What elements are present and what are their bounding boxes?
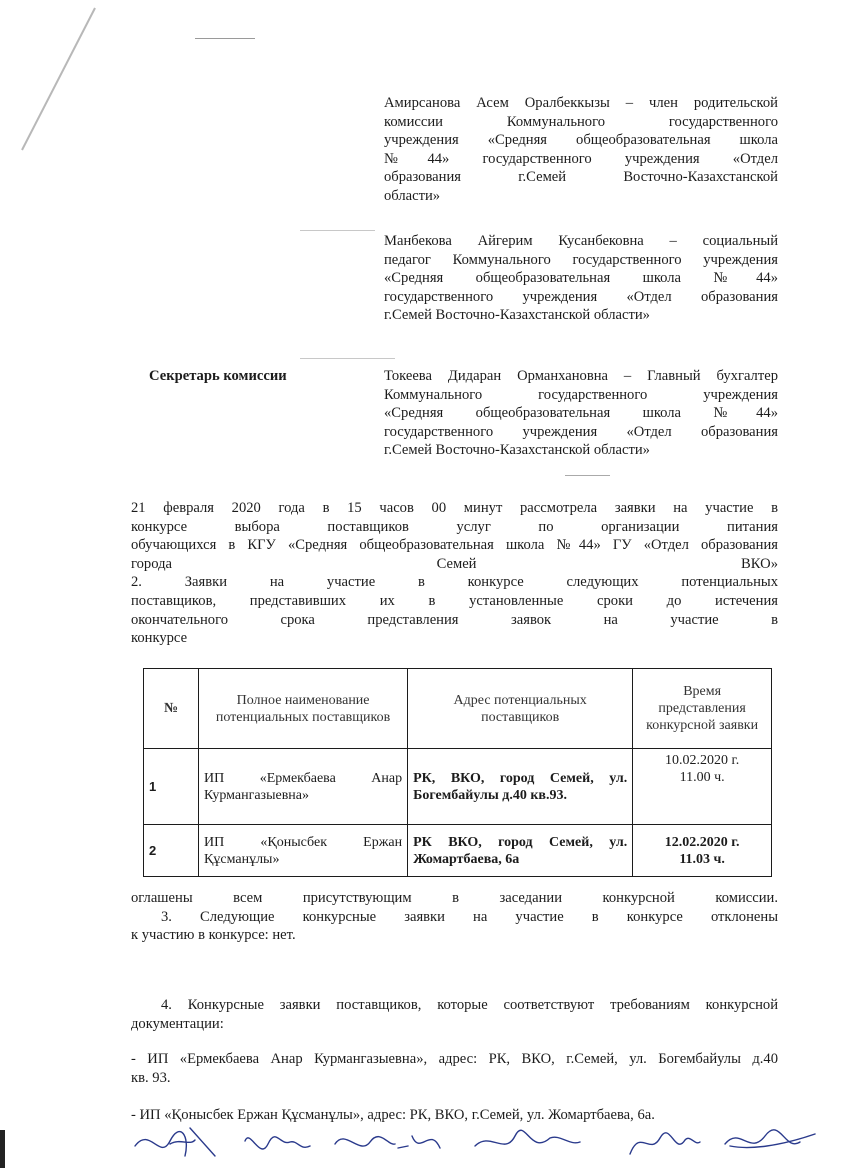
member-line: учреждения «Средняя общеобразовательная школа xyxy=(384,132,778,149)
row-time: 11.00 ч. xyxy=(679,770,725,785)
header-submission-time: Время представления конкурсной заявки xyxy=(633,669,772,749)
member-line: образования г.Семей Восточно-Казахстанской xyxy=(384,169,778,186)
text-line: поставщиков, представивших их в установленные сроки до истечения xyxy=(131,592,778,609)
row-supplier-name: ИП «Қонысбек Ержан Құсманұлы» xyxy=(199,825,408,877)
section-4-paragraph xyxy=(131,996,778,1033)
table-row xyxy=(144,749,772,825)
member-line: комиссии Коммунального государственного xyxy=(384,113,778,130)
member-line: педагог Коммунального государственного учреждения xyxy=(384,251,778,268)
text-line: конкурсе выбора поставщиков услуг по организации питания xyxy=(131,518,778,535)
member-line: Манбекова Айгерим Кусанбековна – социальный xyxy=(384,233,778,249)
member-line: г.Семей Восточно-Казахстанской области» xyxy=(384,307,650,324)
signature-line-member-2 xyxy=(300,230,375,231)
announcement-paragraph xyxy=(131,889,778,945)
signature-4 xyxy=(475,1130,580,1146)
member-line: Амирсанова Асем Оралбеккызы – член родительской xyxy=(384,95,778,111)
text-line: документации: xyxy=(131,1015,224,1032)
commission-secretary xyxy=(384,367,778,460)
table-row xyxy=(144,825,772,877)
row-supplier-address: РК, ВКО, город Семей, ул. Богембайулы д.40 кв.93. xyxy=(408,749,633,825)
signature-6 xyxy=(725,1130,815,1148)
text-line: кв. 93. xyxy=(131,1069,171,1086)
text-line: окончательного срока представления заявок на участие в xyxy=(131,611,778,628)
row-date: 12.02.2020 г. xyxy=(664,834,740,850)
row-supplier-name: ИП «Ермекбаева Анар Курмангазыевна» xyxy=(199,749,408,825)
secretary-label: Секретарь комиссии xyxy=(149,368,287,384)
signature-5 xyxy=(630,1133,700,1154)
signature-2 xyxy=(245,1137,310,1149)
intro-paragraph xyxy=(131,499,778,648)
commission-member-1 xyxy=(384,94,778,206)
text-line: - ИП «Қонысбек Ержан Құсманұлы», адрес: РК, ВКО, г.Семей, ул. Жомартбаева, 6а. xyxy=(131,1107,655,1123)
signature-line-bottom xyxy=(565,475,610,476)
scan-streak xyxy=(0,0,110,160)
member-line: Коммунального государственного учреждения xyxy=(384,386,778,403)
text-line: оглашены всем присутствующим в заседании конкурсной комиссии. xyxy=(131,890,778,906)
row-submission-time xyxy=(633,825,772,877)
member-line: №44» государственного учреждения «Отдел xyxy=(384,150,778,167)
member-line: Токеева Дидаран Орманхановна – Главный бухгалтер xyxy=(384,368,778,384)
row-number: 1 xyxy=(144,749,199,825)
text-line: конкурсе xyxy=(131,630,188,647)
signature-3 xyxy=(335,1136,440,1148)
text-line: 4. Конкурсные заявки поставщиков, которые соответствуют требованиям конкурсной xyxy=(161,997,778,1013)
member-line: «Средняя общеобразовательная школа №44» xyxy=(384,405,778,422)
member-line: государственного учреждения «Отдел образования xyxy=(384,423,778,440)
bids-table xyxy=(143,668,772,877)
header-supplier-address: Адрес потенциальных поставщиков xyxy=(408,669,633,749)
row-number: 2 xyxy=(144,825,199,877)
text-line: обучающихся в КГУ «Средняя общеобразовательная школа №44» ГУ «Отдел образования xyxy=(131,537,778,554)
text-line: города Семей ВКО» xyxy=(131,555,778,572)
signature-line-secretary xyxy=(300,358,395,359)
table-header-row xyxy=(144,669,772,749)
header-number: № xyxy=(144,669,199,749)
member-line: области» xyxy=(384,187,441,204)
scan-edge-mark xyxy=(0,1130,5,1168)
signatures-row xyxy=(130,1116,820,1168)
signature-line-top xyxy=(195,38,255,39)
supplier-1-entry xyxy=(131,1050,778,1087)
signature-1 xyxy=(135,1128,215,1156)
row-submission-time xyxy=(633,749,772,825)
header-supplier-name: Полное наименование потенциальных поставщиков xyxy=(199,669,408,749)
row-time: 11.03 ч. xyxy=(679,851,725,867)
text-line: 21 февраля 2020 года в 15 часов 00 минут рассмотрела заявки на участие в xyxy=(131,500,778,516)
member-line: г.Семей Восточно-Казахстанской области» xyxy=(384,442,650,459)
member-line: «Средняя общеобразовательная школа №44» xyxy=(384,270,778,287)
member-line: государственного учреждения «Отдел образования xyxy=(384,288,778,305)
row-supplier-address: РК ВКО, город Семей, ул. Жомартбаева, 6а xyxy=(408,825,633,877)
commission-member-2 xyxy=(384,232,778,325)
text-line: 3. Следующие конкурсные заявки на участие в конкурсе отклонены xyxy=(161,908,778,925)
text-line: - ИП «Ермекбаева Анар Курмангазыевна», адрес: РК, ВКО, г.Семей, ул. Богембайулы д.40 xyxy=(131,1051,778,1067)
text-line: к участию в конкурсе: нет. xyxy=(131,927,296,944)
row-date: 10.02.2020 г. xyxy=(665,753,740,768)
text-line: 2. Заявки на участие в конкурсе следующих потенциальных xyxy=(131,574,778,591)
